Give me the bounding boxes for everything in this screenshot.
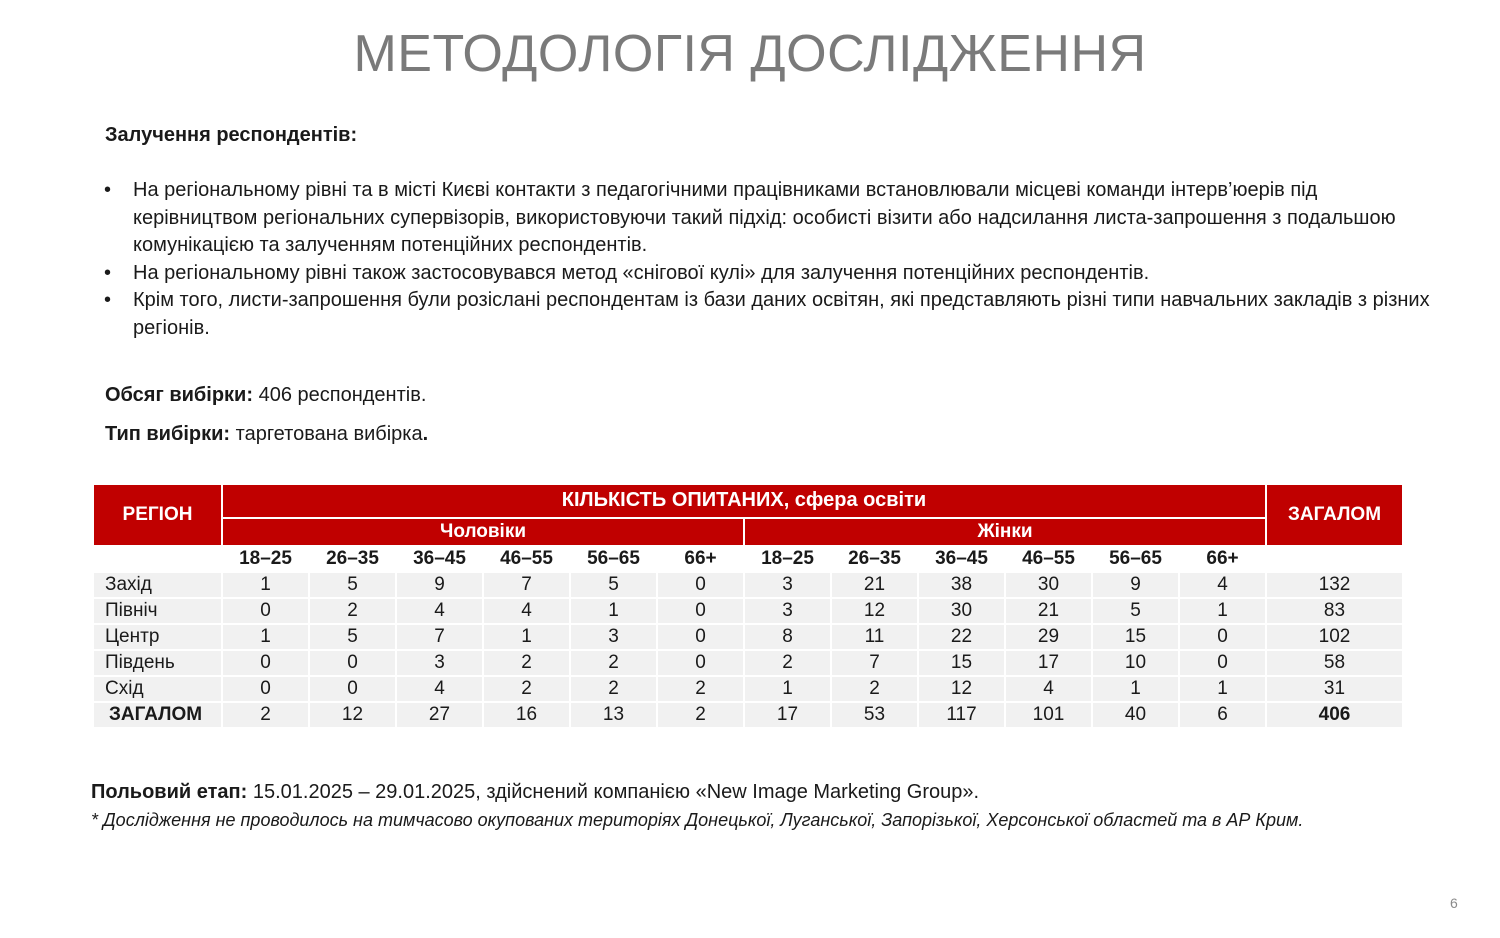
age-group-header: 36–45 [919, 547, 1004, 571]
region-cell: Північ [94, 599, 221, 623]
men-count-cell: 0 [223, 651, 308, 675]
women-total-cell: 6 [1180, 703, 1265, 727]
men-total-cell: 2 [223, 703, 308, 727]
age-group-header: 18–25 [223, 547, 308, 571]
men-count-cell: 0 [223, 599, 308, 623]
respondents-table [92, 483, 1404, 729]
table-row [94, 573, 1402, 597]
women-count-cell: 2 [745, 651, 830, 675]
bullet-text: На регіональному рівні також застосовувався метод «снігової кулі» для залучення потенційних респондентів. [133, 261, 1150, 284]
totals-label-cell: ЗАГАЛОМ [94, 703, 221, 727]
women-total-cell: 117 [919, 703, 1004, 727]
men-count-cell: 3 [397, 651, 482, 675]
men-count-cell: 0 [310, 677, 395, 701]
men-total-cell: 27 [397, 703, 482, 727]
age-group-header: 66+ [1180, 547, 1265, 571]
women-total-cell: 101 [1006, 703, 1091, 727]
age-group-header: 56–65 [571, 547, 656, 571]
table-row [94, 599, 1402, 623]
men-count-cell: 7 [397, 625, 482, 649]
page-number: 6 [1450, 895, 1458, 911]
men-count-cell: 1 [571, 599, 656, 623]
header-main: КІЛЬКІСТЬ ОПИТАНИХ, сфера освіти [223, 485, 1265, 517]
footnote: * Дослідження не проводилось на тимчасово окупованих територіях Донецької, Луганської, Запорізької, Херсонської областей та в АР Крим. [91, 810, 1304, 830]
women-count-cell: 1 [1180, 599, 1265, 623]
women-count-cell: 1 [1180, 677, 1265, 701]
men-count-cell: 5 [310, 573, 395, 597]
sample-size [105, 384, 426, 407]
women-count-cell: 4 [1180, 573, 1265, 597]
sample-type-label: Тип вибірки: [105, 423, 231, 445]
men-count-cell: 2 [571, 677, 656, 701]
row-total-cell: 132 [1267, 573, 1402, 597]
women-count-cell: 30 [919, 599, 1004, 623]
women-count-cell: 1 [1093, 677, 1178, 701]
men-count-cell: 2 [658, 677, 743, 701]
men-count-cell: 2 [484, 677, 569, 701]
women-count-cell: 29 [1006, 625, 1091, 649]
men-count-cell: 2 [484, 651, 569, 675]
men-count-cell: 0 [223, 677, 308, 701]
age-group-header: 46–55 [1006, 547, 1091, 571]
age-header-spacer [1267, 547, 1402, 571]
page-title: МЕТОДОЛОГІЯ ДОСЛІДЖЕННЯ [353, 25, 1147, 83]
row-total-cell: 58 [1267, 651, 1402, 675]
women-count-cell: 8 [745, 625, 830, 649]
men-count-cell: 2 [571, 651, 656, 675]
table-row [94, 625, 1402, 649]
field-stage-label: Польовий етап: [91, 781, 248, 803]
age-group-header: 66+ [658, 547, 743, 571]
row-total-cell: 83 [1267, 599, 1402, 623]
region-cell: Південь [94, 651, 221, 675]
grand-total-cell: 406 [1267, 703, 1402, 727]
women-count-cell: 30 [1006, 573, 1091, 597]
age-group-header: 56–65 [1093, 547, 1178, 571]
women-count-cell: 15 [1093, 625, 1178, 649]
age-group-header: 36–45 [397, 547, 482, 571]
women-count-cell: 0 [1180, 651, 1265, 675]
field-stage [91, 781, 979, 804]
women-count-cell: 10 [1093, 651, 1178, 675]
men-total-cell: 16 [484, 703, 569, 727]
women-count-cell: 12 [919, 677, 1004, 701]
bullet-icon: • [104, 261, 112, 284]
table-row [94, 651, 1402, 675]
recruitment-heading: Залучення респондентів: [105, 124, 358, 146]
recruitment-bullet-list [104, 177, 1434, 342]
table-row [94, 677, 1402, 701]
women-count-cell: 3 [745, 573, 830, 597]
region-cell: Центр [94, 625, 221, 649]
women-count-cell: 17 [1006, 651, 1091, 675]
women-total-cell: 17 [745, 703, 830, 727]
header-total: ЗАГАЛОМ [1267, 485, 1402, 545]
bullet-text: Крім того, листи-запрошення були розіслані респондентам із бази даних освітян, які представляють різні типи навчальних закладів з різних регіонів. [133, 289, 1430, 339]
men-count-cell: 7 [484, 573, 569, 597]
men-count-cell: 1 [223, 625, 308, 649]
sample-type [105, 423, 428, 446]
men-count-cell: 5 [310, 625, 395, 649]
men-count-cell: 0 [658, 651, 743, 675]
women-count-cell: 1 [745, 677, 830, 701]
bullet-icon: • [104, 179, 112, 201]
bullet-text: На регіональному рівні та в місті Києві контакти з педагогічними працівниками встановлювали місцеві команди інтерв’юерів під керівництвом регіональних супервізорів, використовуючи такий підхід: особисті візити або надсилання листа-запрошення з подальшою комунікацією та залученням потенційних респондентів. [133, 179, 1396, 256]
men-count-cell: 1 [484, 625, 569, 649]
sample-type-end: . [422, 423, 429, 445]
sample-size-label: Обсяг вибірки: [105, 384, 254, 406]
men-count-cell: 4 [397, 599, 482, 623]
men-count-cell: 0 [658, 599, 743, 623]
women-count-cell: 11 [832, 625, 917, 649]
men-count-cell: 4 [397, 677, 482, 701]
header-women: Жінки [745, 519, 1265, 545]
men-count-cell: 2 [310, 599, 395, 623]
women-total-cell: 40 [1093, 703, 1178, 727]
women-count-cell: 0 [1180, 625, 1265, 649]
women-count-cell: 38 [919, 573, 1004, 597]
men-count-cell: 0 [658, 573, 743, 597]
men-total-cell: 13 [571, 703, 656, 727]
women-count-cell: 9 [1093, 573, 1178, 597]
bullet-icon: • [104, 289, 112, 311]
age-header-spacer [94, 547, 221, 571]
age-group-header: 46–55 [484, 547, 569, 571]
sample-type-value: таргетована вибірка [235, 423, 423, 445]
men-total-cell: 2 [658, 703, 743, 727]
women-count-cell: 12 [832, 599, 917, 623]
region-cell: Захід [94, 573, 221, 597]
row-total-cell: 102 [1267, 625, 1402, 649]
field-stage-value: 15.01.2025 – 29.01.2025, здійснений компанією «New Image Marketing Group». [252, 781, 980, 803]
men-count-cell: 4 [484, 599, 569, 623]
age-group-header: 26–35 [310, 547, 395, 571]
bullet-item [104, 260, 1434, 288]
bullet-item [104, 287, 1434, 342]
totals-row [94, 703, 1402, 727]
women-count-cell: 15 [919, 651, 1004, 675]
header-men: Чоловіки [223, 519, 743, 545]
age-group-header: 26–35 [832, 547, 917, 571]
bullet-item [104, 177, 1434, 260]
women-total-cell: 53 [832, 703, 917, 727]
row-total-cell: 31 [1267, 677, 1402, 701]
men-total-cell: 12 [310, 703, 395, 727]
sample-size-value: 406 респондентів. [258, 384, 427, 406]
women-count-cell: 7 [832, 651, 917, 675]
men-count-cell: 0 [310, 651, 395, 675]
women-count-cell: 3 [745, 599, 830, 623]
age-group-header: 18–25 [745, 547, 830, 571]
women-count-cell: 4 [1006, 677, 1091, 701]
men-count-cell: 5 [571, 573, 656, 597]
header-region: РЕГІОН [94, 485, 221, 545]
men-count-cell: 1 [223, 573, 308, 597]
women-count-cell: 2 [832, 677, 917, 701]
men-count-cell: 9 [397, 573, 482, 597]
region-cell: Схід [94, 677, 221, 701]
women-count-cell: 21 [1006, 599, 1091, 623]
men-count-cell: 3 [571, 625, 656, 649]
women-count-cell: 5 [1093, 599, 1178, 623]
women-count-cell: 22 [919, 625, 1004, 649]
men-count-cell: 0 [658, 625, 743, 649]
women-count-cell: 21 [832, 573, 917, 597]
